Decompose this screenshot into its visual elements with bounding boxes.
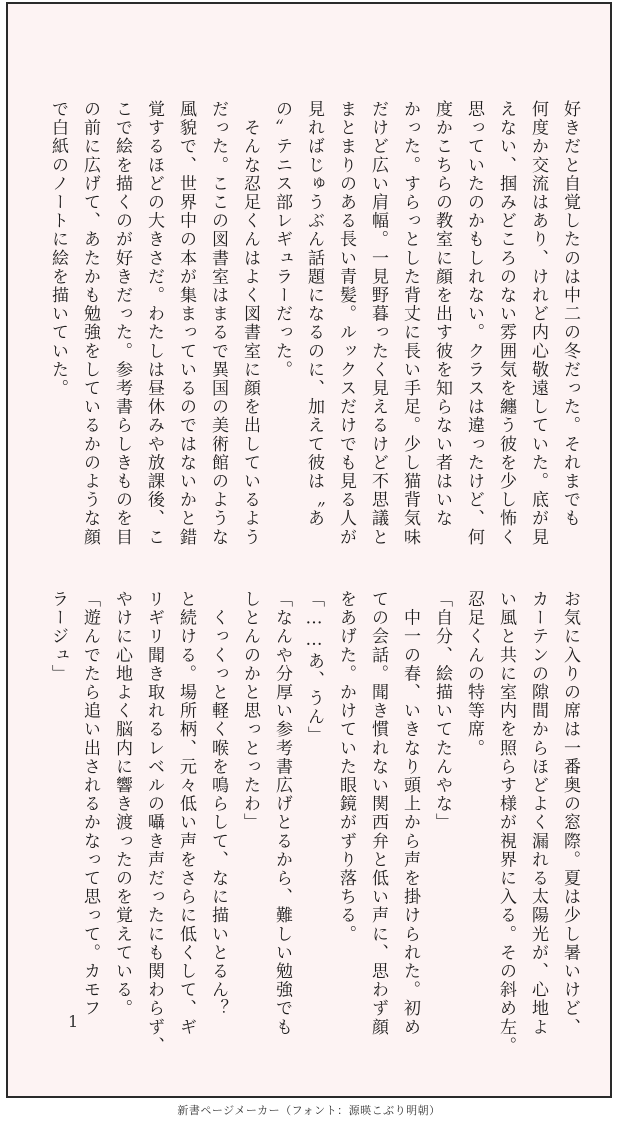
text-column: 「……あ、うん」 [304,590,324,745]
text-column: で白紙のノートに絵を描いていた。 [48,100,68,398]
text-column: リギリ聞き取れるレベルの囁き声だったにも関わらず、 [144,590,164,1055]
text-column: だけど広い肩幅。一見野暮ったく見えるけど不思議と [368,100,388,547]
text-column: 覚するほどの大きさだ。わたしは昼休みや放課後、こ [144,100,164,547]
text-column: ラージュ」 [48,590,68,683]
text-block-top [42,100,586,560]
text-column: の〟テニス部レギュラーだった。 [272,100,292,379]
book-page [6,2,612,1098]
text-column: 度かこちらの教室に顔を出す彼を知らない者はいな [432,100,452,528]
text-block-bottom [42,590,586,1055]
text-column: 「なんや分厚い参考書広げとるから、難しい勉強でも [272,590,292,1037]
text-column: 「遊んでたら追い出されるかなって思って。カモフ [80,590,100,1018]
text-column: かった。すらっとした背丈に長い手足。少し猫背気味 [400,100,420,547]
text-column: まとまりのある長い青髪。ルックスだけでも見る人が [336,100,356,547]
text-column: 何度か交流はあり、けれど内心敬遠していた。底が見 [528,100,548,547]
text-column: 見ればじゅうぶん話題になるのに、加えて彼は〝あ [304,100,324,528]
footer-credit: 新書ページメーカー（フォント：源暎こぶり明朝） [177,1104,441,1117]
text-column: くっくっと軽く喉を鳴らして、なに描いとるん？ [208,590,228,1018]
text-column: 忍足くんの特等席。 [464,590,484,758]
text-column: 好きだと自覚したのは中二の冬だった。それまでも [560,100,580,528]
text-column: の前に広げて、あたかも勉強をしているかのような顔 [80,100,100,547]
text-column: そんな忍足くんはよく図書室に顔を出しているよう [240,100,260,547]
text-column: と続ける。場所柄、元々低い声をさらに低くして、ギ [176,590,196,1037]
text-column: えない、掴みどころのない雰囲気を纏う彼を少し怖く [496,100,516,547]
text-column: こで絵を描くのが好きだった。参考書らしきものを目 [112,100,132,547]
text-column: 中一の春、いきなり頭上から声を掛けられた。初め [400,590,420,1037]
text-column: 「自分、絵描いてたんやな」 [432,590,452,832]
text-column: をあげた。かけていた眼鏡がずり落ちる。 [336,590,356,944]
text-column: 思っていたのかもしれない。クラスは違ったけど、何 [464,100,484,547]
text-column: だった。ここの図書室はまるで異国の美術館のような [208,100,228,547]
text-column: やけに心地よく脳内に響き渡ったのを覚えている。 [112,590,132,1018]
page-number: 1 [68,1012,79,1031]
text-column: い風と共に室内を照らす様が視界に入る。その斜め左。 [496,590,516,1055]
text-column: カーテンの隙間からほどよく漏れる太陽光が、心地よ [528,590,548,1037]
text-column: 風貌で、世界中の本が集まっているのではないかと錯 [176,100,196,547]
text-column: しとんのかと思っとったわ」 [240,590,260,832]
text-column: お気に入りの席は一番奥の窓際。夏は少し暑いけど、 [560,590,580,1037]
text-column: ての会話。聞き慣れない関西弁と低い声に、思わず顔 [368,590,388,1037]
